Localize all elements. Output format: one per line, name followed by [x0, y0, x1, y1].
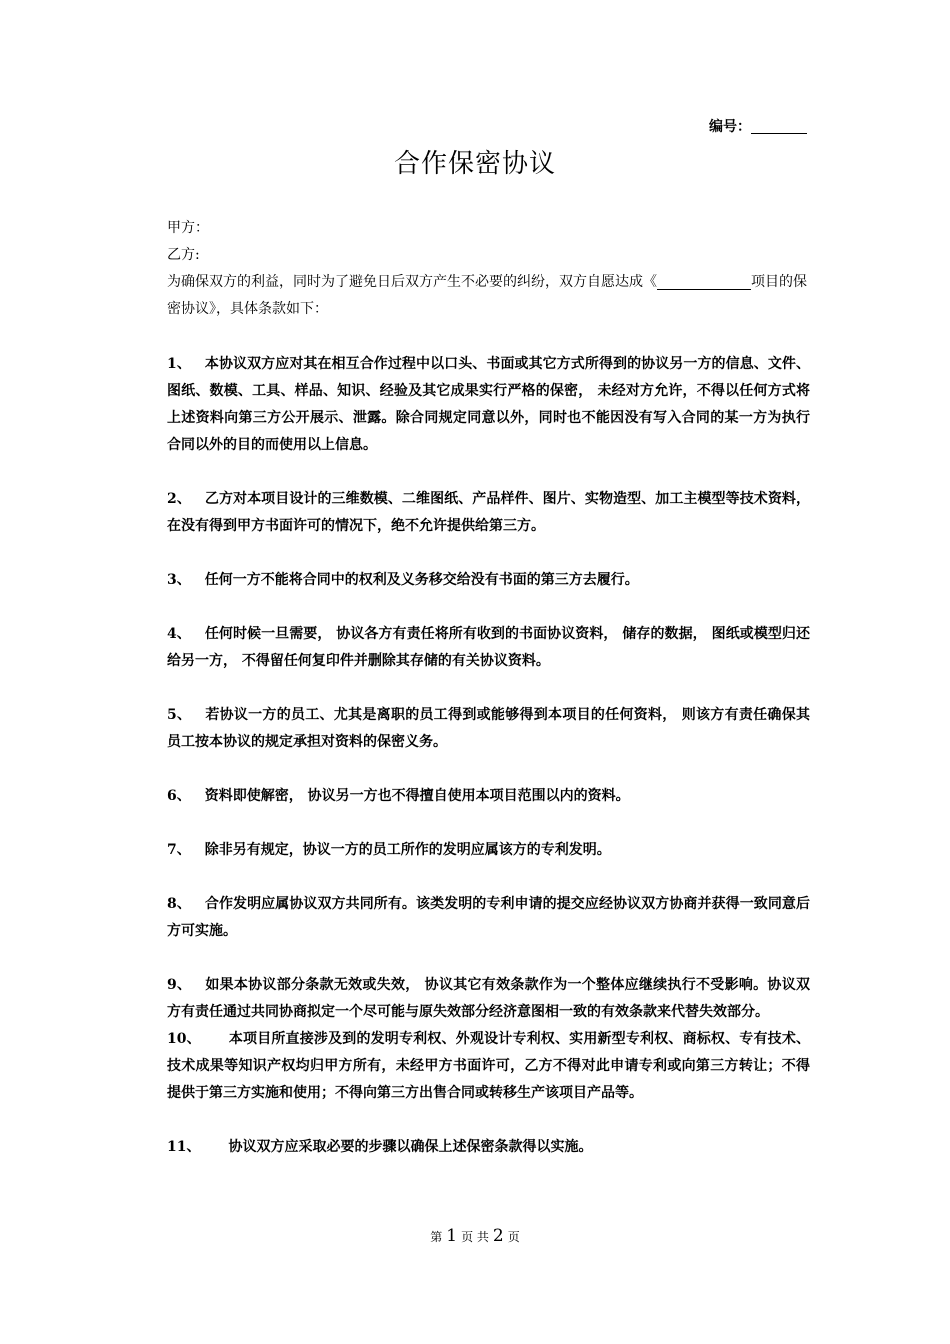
page-footer	[0, 1226, 950, 1246]
clause-2	[167, 486, 810, 540]
clause-text: 协议双方应采取必要的步骤以确保上述保密条款得以实施。	[228, 1139, 593, 1155]
clause-7	[167, 837, 810, 864]
clause-8	[167, 891, 810, 945]
clause-number: 11、	[167, 1139, 201, 1155]
clause-number: 5、	[167, 707, 192, 723]
clause-text: 如果本协议部分条款无效或失效， 协议其它有效条款作为一个整体应继续执行不受影响。协议双方有责任通过共同协商拟定一个尽可能与原失效部分经济意图相一致的有效条款来代替失效部分。	[167, 977, 810, 1020]
clause-text: 任何一方不能将合同中的权利及义务移交给没有书面的第三方去履行。	[204, 572, 639, 588]
clause-10	[167, 1026, 810, 1107]
clause-1	[167, 351, 810, 459]
clause-5	[167, 702, 810, 756]
clause-number: 2、	[167, 491, 191, 507]
document-number-label: 编号：	[709, 119, 751, 135]
total-pages-number: 2	[492, 1226, 504, 1246]
clause-number: 7、	[167, 842, 191, 858]
intro-paragraph	[167, 269, 810, 323]
party-b-line: 乙方:	[167, 247, 200, 263]
clause-4	[167, 621, 810, 675]
clause-11	[167, 1134, 810, 1161]
clause-9	[167, 972, 810, 1026]
clause-text: 若协议一方的员工、尤其是离职的员工得到或能够得到本项目的任何资料， 则该方有责任确保其员工按本协议的规定承担对资料的保密义务。	[167, 707, 810, 750]
intro-text-before: 为确保双方的利益，同时为了避免日后双方产生不必要的纠纷，双方自愿达成《	[167, 274, 657, 290]
clause-number: 3、	[167, 572, 191, 588]
document-number-blank	[751, 117, 807, 134]
party-a-line: 甲方：	[167, 220, 209, 236]
clause-text: 本项目所直接涉及到的发明专利权、外观设计专利权、实用新型专利权、商标权、专有技术、技术成果等知识产权均归甲方所有，未经甲方书面许可，乙方不得对此申请专利或向第三方转让；不得提供于第三方实施和使用；不得向第三方出售合同或转移生产该项目产品等。	[167, 1031, 810, 1101]
clause-text: 除非另有规定，协议一方的员工所作的发明应属该方的专利发明。	[204, 842, 611, 858]
clause-list	[167, 351, 810, 1161]
clause-number: 9、	[167, 977, 192, 993]
clause-3	[167, 567, 810, 594]
current-page-number: 1	[446, 1226, 458, 1246]
clause-number: 4、	[167, 626, 191, 642]
clause-text: 本协议双方应对其在相互合作过程中以口头、书面或其它方式所得到的协议另一方的信息、文件、 图纸、数模、工具、样品、知识、经验及其它成果实行严格的保密， 未经对方允许，不得以任何方式将上述资料向第三方公开展示、泄露。除合同规定同意以外，同时也不能因没有写入合同的某一方为执行合同以外的目的而使用以上信息。	[167, 356, 810, 453]
clause-6	[167, 783, 810, 810]
intro-section	[167, 215, 810, 323]
clause-text: 合作发明应属协议双方共同所有。该类发明的专利申请的提交应经协议双方协商并获得一致同意后方可实施。	[167, 896, 810, 939]
clause-number: 6、	[167, 788, 191, 804]
document-number	[709, 116, 807, 136]
clause-number: 8、	[167, 896, 191, 912]
clause-number: 10、	[167, 1031, 201, 1047]
page-suffix: 页	[507, 1230, 520, 1244]
page-title: 合作保密协议	[393, 149, 556, 179]
page-prefix: 第	[430, 1230, 443, 1244]
clause-text: 乙方对本项目设计的三维数模、二维图纸、产品样件、图片、实物造型、加工主模型等技术资料，在没有得到甲方书面许可的情况下，绝不允许提供给第三方。	[167, 491, 810, 534]
clause-text: 资料即使解密， 协议另一方也不得擅自使用本项目范围以内的资料。	[204, 788, 630, 804]
page-mid: 页 共	[461, 1230, 489, 1244]
intro-text-after: 项目的保密协议》，具体条款如下：	[167, 274, 807, 317]
clause-text: 任何时候一旦需要， 协议各方有责任将所有收到的书面协议资料， 储存的数据， 图纸或模型归还给另一方， 不得留任何复印件并删除其存储的有关协议资料。	[167, 626, 810, 669]
clause-number: 1、	[167, 356, 191, 372]
project-name-blank	[657, 272, 751, 290]
